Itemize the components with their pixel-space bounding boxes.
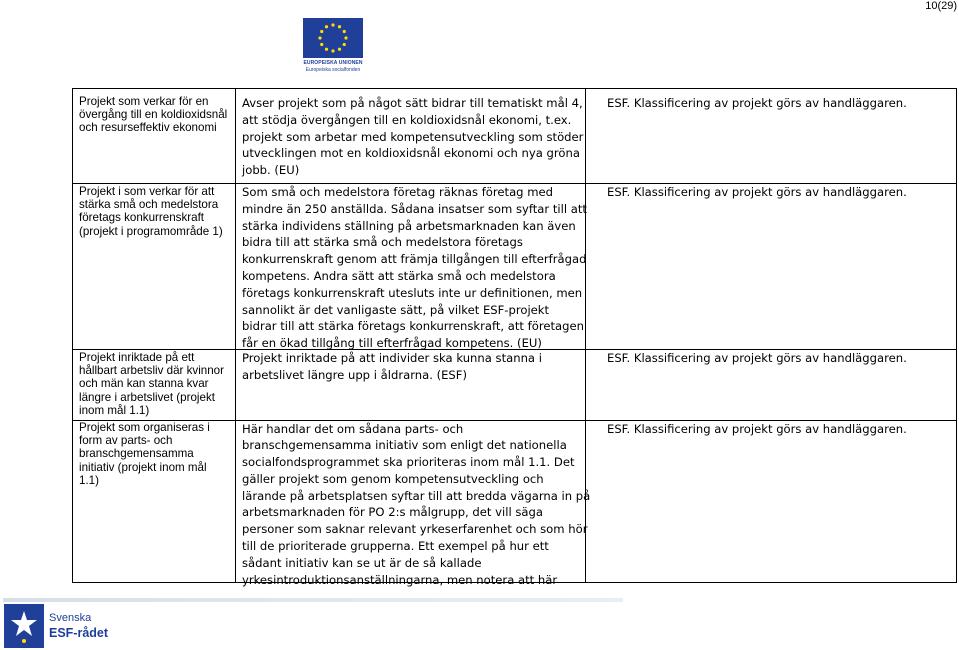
row-4-description-text: Här handlar det om sådana parts- och branschgemensamma initiativ som enligt det nationella socialfondsprogrammet ska prioriteras inom mål 1.1. Det gäller projekt som genom kompetensutveckling och lärande på arbetsplatsen syftar till att bredda vägarna in på arbetsmarknaden för PO 2:s målgrupp, det vill säga personer som saknar relevant yrkeserfarenhet och som hör till de prioriterade grupperna. Ett exempel på hur ett sådant initiativ kan se ut är de så kallade yrkesintroduktionsanställningarna, men notera att här: [242, 421, 591, 587]
eu-star-icon: [320, 43, 323, 46]
row-3-category-text: Projekt inriktade på ett hållbart arbetsliv där kvinnor och män kan stanna kvar längre i arbetslivet (projekt inom mål 1.1): [79, 351, 224, 417]
eu-star-icon: [344, 36, 347, 39]
esf-radet-logo: [4, 604, 114, 648]
project-classification-table: [72, 88, 957, 587]
table-row: [73, 350, 957, 421]
row-1-description-text: Avser projekt som på något sätt bidrar till tematiskt mål 4, att stödja övergången till en koldioxidsnål ekonomi, t.ex. projekt som arbetar med kompetensutveckling som stöder utvecklingen mot en koldioxidsnål ekonomi och nya gröna jobb. (EU): [242, 96, 584, 178]
eu-star-icon: [331, 23, 334, 26]
row-3-classification-text: ESF. Klassificering av projekt görs av handläggaren.: [607, 351, 907, 365]
row-3-classification-cell: [586, 350, 957, 421]
eu-star-icon: [343, 43, 346, 46]
eu-star-icon: [320, 30, 323, 33]
row-4-classification-text: ESF. Klassificering av projekt görs av handläggaren.: [607, 421, 907, 436]
eu-star-icon: [338, 25, 341, 28]
table-row: [73, 184, 957, 350]
row-2-classification-cell: [586, 184, 957, 350]
row-4-category-cell: [73, 421, 236, 583]
esf-star-icon: [4, 604, 44, 648]
row-1-description-cell: [236, 89, 586, 184]
table-row: [73, 421, 957, 583]
eu-star-icon: [318, 36, 321, 39]
footer-divider: [3, 598, 623, 602]
table-row: [73, 89, 957, 184]
row-2-description-text: Som små och medelstora företag räknas företag med mindre än 250 anställda. Sådana insatser som syftar till att stärka individens ställning på arbetsmarknaden kan även bidra till att stärka små och medelstora företags konkurrenskraft genom att främja tillgången till efterfrågad kompetens. Andra sätt att stärka små och medelstora företags konkurrenskraft utesluts inte ur definitionen, men sannolikt är det vanligaste sätt, på vilket ESF-projekt bidrar till att stärka företags konkurrenskraft, att företagen får en ökad tillgång till efterfrågad kompetens. (EU): [242, 185, 587, 351]
eu-logo-line2: Europeiska socialfonden: [305, 67, 361, 73]
eu-star-icon: [325, 48, 328, 51]
eu-star-icon: [331, 49, 334, 52]
eu-star-icon: [325, 25, 328, 28]
esf-logo-line1: Svenska: [49, 612, 92, 624]
row-2-category-cell: [73, 184, 236, 350]
row-3-category-cell: [73, 350, 236, 421]
row-4-category-text: Projekt som organiseras i form av parts- och branschgemensamma initiativ (projekt inom mål 1.1): [79, 421, 210, 487]
row-3-description-cell: [236, 350, 586, 421]
row-1-classification-text: ESF. Klassificering av projekt görs av handläggaren.: [607, 96, 907, 110]
eu-flag-icon: [303, 18, 363, 58]
row-2-classification-text: ESF. Klassificering av projekt görs av handläggaren.: [607, 185, 907, 199]
row-2-description-cell: [236, 184, 586, 350]
row-1-category-text: Projekt som verkar för en övergång till en koldioxidsnål och resurseffektiv ekonomi: [79, 95, 228, 135]
eu-star-icon: [343, 30, 346, 33]
eu-star-icon: [338, 48, 341, 51]
row-1-classification-cell: [586, 89, 957, 184]
page-number: 10(29): [925, 0, 957, 12]
row-2-category-text: Projekt i som verkar för att stärka små och medelstora företags konkurrenskraft (projekt i programområde 1): [79, 185, 223, 238]
row-3-description-text: Projekt inriktade på att individer ska kunna stanna i arbetslivet längre upp i åldrarna. (ESF): [242, 351, 542, 382]
row-1-category-cell: [73, 89, 236, 184]
row-4-classification-cell: [586, 421, 957, 583]
eu-logo: [303, 18, 363, 74]
row-4-description-cell: [236, 421, 591, 587]
eu-logo-line1: EUROPEISKA UNIONEN: [303, 60, 363, 66]
esf-logo-line2: ESF-rådet: [49, 626, 109, 640]
